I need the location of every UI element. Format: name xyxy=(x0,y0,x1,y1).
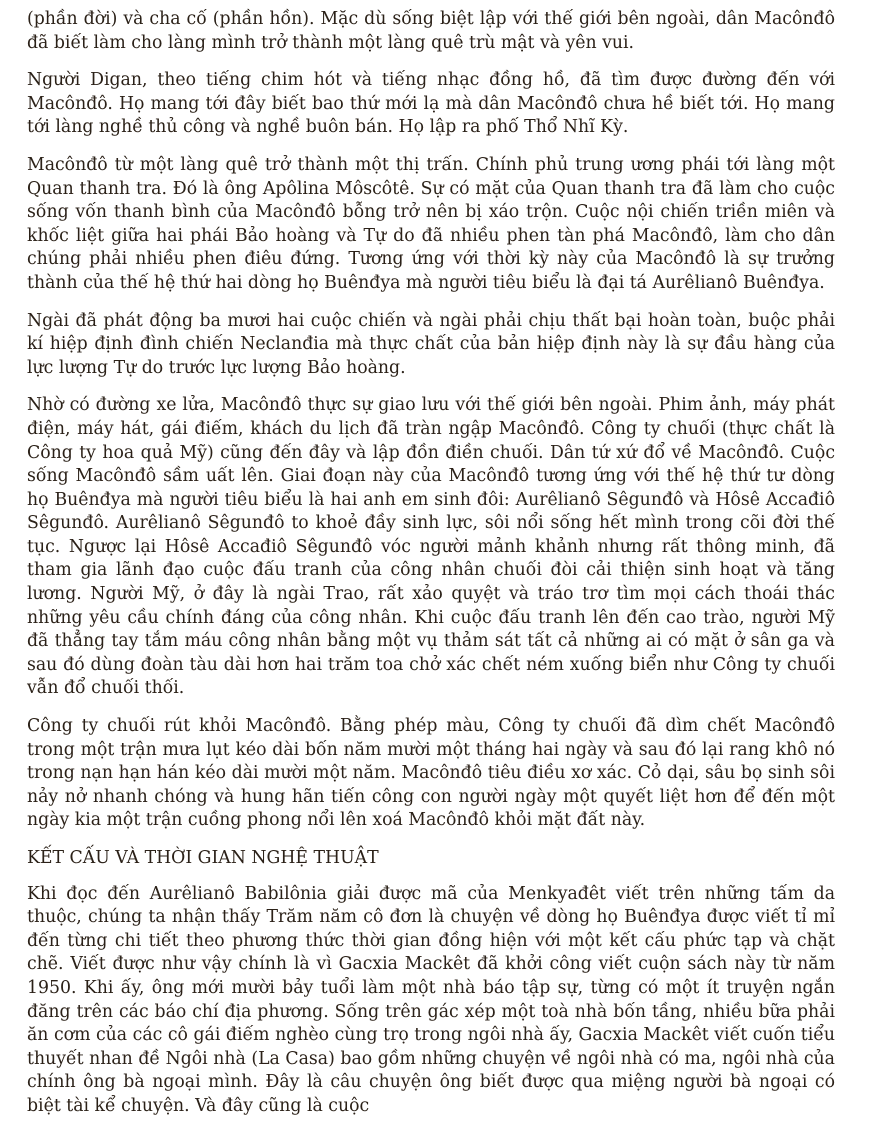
document-page xyxy=(27,8,835,1133)
paragraph-town-inspector: Macônđô từ một làng quê trở thành một thị trấn. Chính phủ trung ương phái tới làng một Quan thanh tra. Đó là ông Apôlina Môscôtê. Sự có mặt của Quan thanh tra đã làm cho cuộc sống vốn thanh bình của Macônđô bỗng trở nên bị xáo trộn. Cuộc nội chiến triền miên và khốc liệt giữa hai phái Bảo hoàng và Tự do đã nhiều phen tàn phá Macônđô, làm cho dân chúng phải nhiều phen điêu đứng. Tương ứng với thời kỳ này của Macônđô là sự trưởng thành của thế hệ thứ hai dòng họ Buênđya mà người tiêu biểu là đại tá Aurêlianô Buênđya. xyxy=(27,154,835,293)
paragraph-family-life: (phần đời) và cha cố (phần hồn). Mặc dù sống biệt lập với thế giới bên ngoài, dân Macônđô đã biết làm cho làng mình trở thành một làng quê trù mật và yên vui. xyxy=(27,9,835,53)
paragraph-civil-war: Ngài đã phát động ba mươi hai cuộc chiến và ngài phải chịu thất bại hoàn toàn, buộc phải kí hiệp định đình chiến Neclanđia mà thực chất của bản hiệp định này là sự đầu hàng của lực lượng Tự do trước lực lượng Bảo hoàng. xyxy=(27,310,835,378)
paragraph-gypsies: Người Digan, theo tiếng chim hót và tiếng nhạc đồng hồ, đã tìm được đường đến với Macônđô. Họ mang tới đây biết bao thứ mới lạ mà dân Macônđô chưa hề biết tới. Họ mang tới làng nghề thủ công và nghề buôn bán. Họ lập ra phố Thổ Nhĩ Kỳ. xyxy=(27,70,835,138)
paragraph-structure-time: Khi đọc đến Aurêlianô Babilônia giải được mã của Menkyađêt viết trên những tấm da thuộc, chúng ta nhận thấy Trăm năm cô đơn là chuyện về dòng họ Buênđya được viết tỉ mỉ đến từng chi tiết theo phương thức thời gian đồng hiện với một kết cấu phức tạp và chặt chẽ. Viết được như vậy chính là vì Gacxia Mackêt đã khởi công viết cuộn sách này từ năm 1950. Khi ấy, ông mới mười bảy tuổi làm một nhà báo tập sự, từng có một ít truyện ngắn đăng trên các báo chí địa phương. Sống trên gác xép một toà nhà bốn tầng, nhiều bữa phải ăn cơm của các cô gái điếm nghèo cùng trọ trong ngôi nhà ấy, Gacxia Mackêt viết cuốn tiểu thuyết nhan đề Ngôi nhà (La Casa) bao gồm những chuyện về ngôi nhà có ma, ngôi nhà của chính ông bà ngoại mình. Đây là câu chuyện ông biết được qua miệng người bà ngoại có biệt tài kể chuyện. Và đây cũng là cuộc xyxy=(27,883,835,1116)
section-heading: KẾT CẤU VÀ THỜI GIAN NGHỆ THUẬT xyxy=(27,848,379,868)
paragraph-railway-banana: Nhờ có đường xe lửa, Macônđô thực sự giao lưu với thế giới bên ngoài. Phim ảnh, máy phát điện, máy hát, gái điếm, khách du lịch đã tràn ngập Macônđô. Công ty chuối (thực chất là Công ty hoa quả Mỹ) cũng đến đây và lập đồn điền chuối. Dân tứ xứ đổ về Macônđô. Cuộc sống Macônđô sầm uất lên. Giai đoạn này của Macônđô tương ứng với thế hệ thứ tư dòng họ Buênđya mà người tiêu biểu là hai anh em sinh đôi: Aurêlianô Sêgunđô và Hôsê Accađiô Sêgunđô. Aurêlianô Sêgunđô to khoẻ đầy sinh lực, sôi nổi sống hết mình trong cõi đời thế tục. Ngược lại Hôsê Accađiô Sêgunđô vóc người mảnh khảnh nhưng rất thông minh, đã tham gia lãnh đạo cuộc đấu tranh của công nhân chuối đòi cải thiện sinh hoạt và tăng lương. Người Mỹ, ở đây là ngài Trao, rất xảo quyệt và tráo trơ tìm mọi cách thoái thác những yêu cầu chính đáng của công nhân. Khi cuộc đấu tranh lên đến cao trào, người Mỹ đã thẳng tay tắm máu công nhân bằng một vụ thảm sát tất cả những ai có mặt ở sân ga và sau đó dùng đoàn tàu dài hơn hai trăm toa chở xác chết ném xuống biển như Công ty chuối vẫn đổ chuối thối. xyxy=(27,395,835,699)
paragraph-decline: Công ty chuối rút khỏi Macônđô. Bằng phép màu, Công ty chuối đã dìm chết Macônđô trong một trận mưa lụt kéo dài bốn năm mười một tháng hai ngày và sau đó lại rang khô nó trong nạn hạn hán kéo dài mười một năm. Macônđô tiêu điều xơ xác. Cỏ dại, sâu bọ sinh sôi nảy nở nhanh chóng và hung hãn tiến công con người ngày một quyết liệt hơn để đến một ngày kia một trận cuồng phong nổi lên xoá Macônđô khỏi mặt đất này. xyxy=(27,716,835,831)
